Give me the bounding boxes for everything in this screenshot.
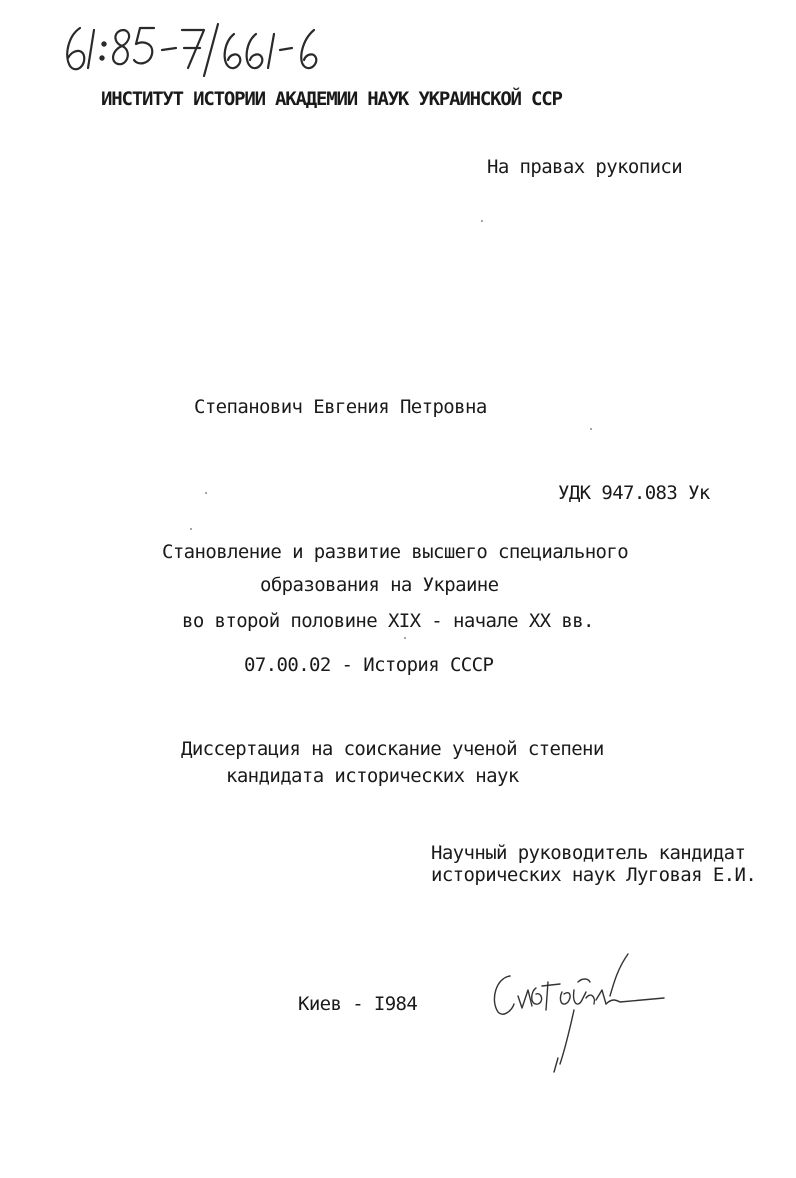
scan-speck (590, 428, 592, 430)
scan-speck (404, 637, 406, 639)
supervisor-line-1: Научный руководитель кандидат (431, 842, 746, 864)
scan-speck (190, 528, 192, 530)
udc-code: УДК 947.083 Ук (558, 482, 710, 504)
author-name: Степанович Евгения Петровна (194, 396, 487, 418)
place-year: Киев - I984 (298, 993, 418, 1015)
manuscript-rights: На правах рукописи (487, 156, 683, 178)
scan-speck (481, 220, 483, 222)
title-line-2: образования на Украине (260, 574, 499, 596)
scan-speck (205, 492, 207, 494)
institute-name: ИНСТИТУТ ИСТОРИИ АКАДЕМИИ НАУК УКРАИНСКОЙ ССР (101, 88, 562, 110)
signature (478, 948, 668, 1078)
specialty-code: 07.00.02 - История СССР (244, 654, 494, 676)
supervisor-line-2: исторических наук Луговая Е.И. (431, 864, 757, 886)
dissertation-line-1: Диссертация на соискание ученой степени (181, 738, 604, 760)
title-line-1: Становление и развитие высшего специального (162, 541, 629, 563)
dissertation-line-2: кандидата исторических наук (226, 765, 519, 787)
handwritten-archive-number (58, 18, 328, 78)
title-line-3: во второй половине XIX - начале XX вв. (182, 610, 594, 632)
